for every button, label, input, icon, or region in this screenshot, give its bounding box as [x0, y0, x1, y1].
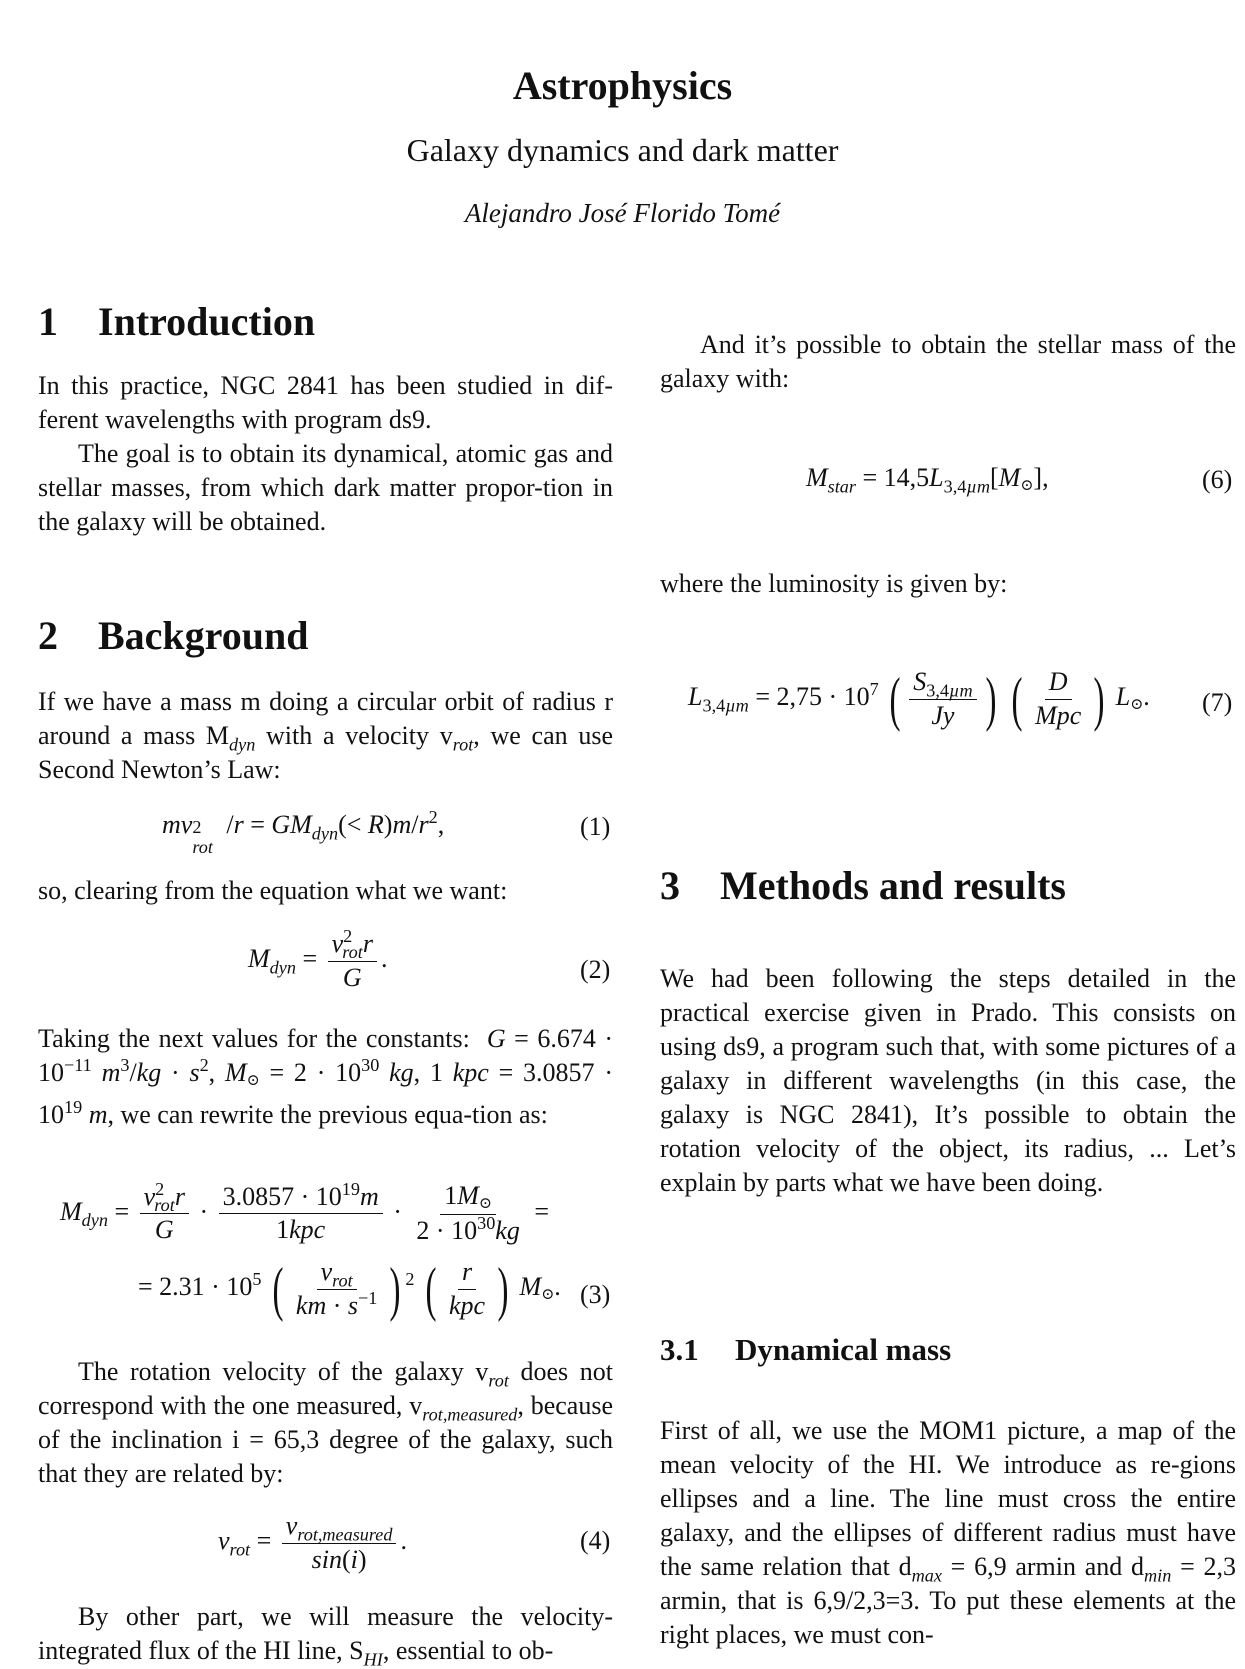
section-title: Background	[98, 613, 309, 658]
equation-6: $M_{star}$ = $14,5L_{3,4\mu m}[M⊙]$,	[806, 463, 1049, 497]
section-2-heading	[38, 612, 308, 659]
section-title: Introduction	[98, 299, 316, 344]
background-paragraph-3: Taking the next values for the constants: $G = 6.674 \cdot 10^{-11}$ $m^3/kg \cdot s^2$, M⊙ = $2 \cdot 10^{30}$ kg, 1 kpc = $3.0857 \cdot 10^{19}$ m, we can rewrite the previous equa-tion as:	[38, 1024, 614, 1129]
subsection-3-1-heading	[660, 1332, 951, 1368]
section-number: 1	[38, 299, 58, 344]
paper-title: Astrophysics	[512, 63, 733, 108]
paper-subtitle: Galaxy dynamics and dark matter	[406, 132, 839, 168]
methods-paragraph: We had been following the steps detailed in the practical exercise given in Prado. This consists on using ds9, a program such that, with some pictures of a galaxy in different wavelengths (in this case, the galaxy is NGC 2841), It’s possible to obtain the rotation velocity of the object, its radius, ... Let’s explain by parts what we have been doing.	[660, 964, 1236, 1197]
equation-7: $L_{3,4\mu m} = 2,75 \cdot 10^7$ ( $\frac{S_{3,4\mu m}}{Jy}$ ) ( $\frac{D}{\text{Mpc}}$ ) L⊙.	[688, 666, 1150, 733]
equation-3-number: (3)	[580, 1280, 611, 1309]
background-paragraph-1: If we have a mass m doing a circular orbit of radius r around a mass $M_{dyn}$ with a velocity $v_{rot}$, we can use Second Newton’s Law:	[38, 687, 614, 784]
equation-6-number: (6)	[1202, 465, 1233, 494]
section-3-heading	[660, 862, 1066, 909]
equation-3-line-1: $M_{dyn}$ = $\frac{v^2_{rot}r}{G}$ · $\frac{3.0857 \cdot 10^{19}m}{\text{1kpc}}$ · $\frac{1M⊙}{2 \cdot 10^{30}kg}$ =	[60, 1178, 549, 1246]
section-1-heading	[38, 298, 315, 345]
equation-7-number: (7)	[1202, 688, 1233, 717]
equation-4-number: (4)	[580, 1526, 611, 1555]
background-paragraph-4: The rotation velocity of the galaxy $v_{rot}$ does not correspond with the one measured, $v_{rot,measured}$, because of the inclination i = 65,3 degree of the galaxy, such that they are related by:	[38, 1357, 614, 1488]
stellar-mass-paragraph: And it’s possible to obtain the stellar mass of the galaxy with:	[660, 330, 1236, 393]
background-paragraph-5: By other part, we will measure the velocity-integrated flux of the HI line, $S_{HI}$, essential to ob-	[38, 1602, 613, 1669]
section-title: Methods and results	[720, 863, 1066, 908]
subsection-title: Dynamical mass	[735, 1332, 952, 1367]
equation-4: $v_{rot}$ = $\frac{v_{rot,measured}}{\sin(i)}$ .	[218, 1511, 407, 1574]
paper-author: Alejandro José Florido Tomé	[464, 198, 781, 228]
section-number: 3	[660, 863, 680, 908]
intro-paragraph-1: In this practice, NGC 2841 has been studied in dif-ferent wavelengths with program ds9.	[38, 371, 613, 434]
equation-1-number: (1)	[580, 812, 611, 841]
equation-2-number: (2)	[580, 955, 611, 984]
equation-1: mv 2 rot $/r = GM_{dyn}(< R)m/r^2$,	[162, 807, 445, 857]
subsection-number: 3.1	[660, 1332, 699, 1367]
equation-3-line-2: = $2.31 \cdot 10^5$ ( $\frac{v_{rot}}{km \cdot s^{-1}}$ ) $^2$ ( $\frac{r}{\text{kpc}}$ ) M⊙.	[138, 1256, 561, 1323]
equation-2: $M_{dyn}$ = $\frac{v^2_{rot}r}{G}$ .	[248, 926, 388, 992]
section-number: 2	[38, 613, 58, 658]
intro-paragraph-2: The goal is to obtain its dynamical, atomic gas and stellar masses, from which dark matter propor-tion in the galaxy will be obtained.	[38, 439, 613, 536]
dynamical-mass-paragraph: First of all, we use the MOM1 picture, a map of the mean velocity of the HI. We introduce as re-gions ellipses and a line. The line must cross the entire galaxy, and the ellipses of different radius must have the same relation that $d_{max} = 6,9$ armin and $d_{min} = 2,3$ armin, that is 6,9/2,3=3. To put these elements at the right places, we must con-	[660, 1416, 1236, 1649]
luminosity-paragraph: where the luminosity is given by:	[660, 569, 1008, 598]
background-paragraph-2: so, clearing from the equation what we want:	[38, 876, 508, 905]
